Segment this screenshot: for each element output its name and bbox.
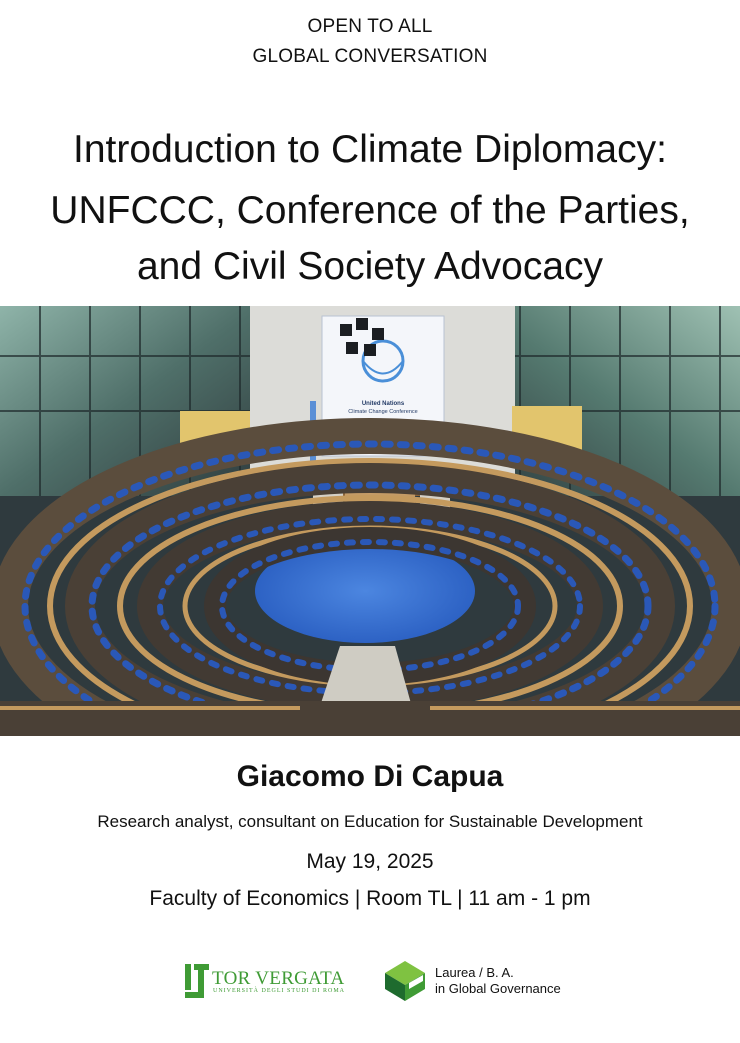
university-name: TOR VERGATA	[212, 968, 345, 989]
event-title-line-1: Introduction to Climate Diplomacy:	[73, 128, 667, 171]
event-title-line-3: and Civil Society Advocacy	[136, 245, 604, 288]
open-to-all-label: OPEN TO ALL	[307, 16, 433, 37]
banner-line-2: Climate Change Conference	[348, 409, 418, 415]
conference-hall-photo	[0, 306, 740, 736]
global-governance-emblem-icon	[383, 959, 427, 1003]
global-governance-logo	[383, 959, 563, 1003]
program-label-line-2: in Global Governance	[435, 981, 561, 996]
speaker-name: Giacomo Di Capua	[236, 760, 504, 793]
event-date: May 19, 2025	[306, 850, 434, 873]
tor-vergata-emblem-icon	[185, 964, 209, 998]
university-subtitle: UNIVERSITÀ DEGLI STUDI DI ROMA	[213, 988, 345, 994]
event-title-line-2: UNFCCC, Conference of the Parties,	[50, 189, 690, 232]
program-label-line-1: Laurea / B. A.	[435, 965, 514, 980]
event-venue: Faculty of Economics | Room TL | 11 am - 1 pm	[149, 887, 591, 910]
tor-vergata-logo	[185, 963, 345, 1003]
banner-line-3: Bonn, Germany	[368, 419, 398, 424]
speaker-role: Research analyst, consultant on Education for Sustainable Development	[97, 812, 643, 831]
series-label: GLOBAL CONVERSATION	[252, 46, 488, 67]
banner-line-1: United Nations	[361, 401, 405, 407]
